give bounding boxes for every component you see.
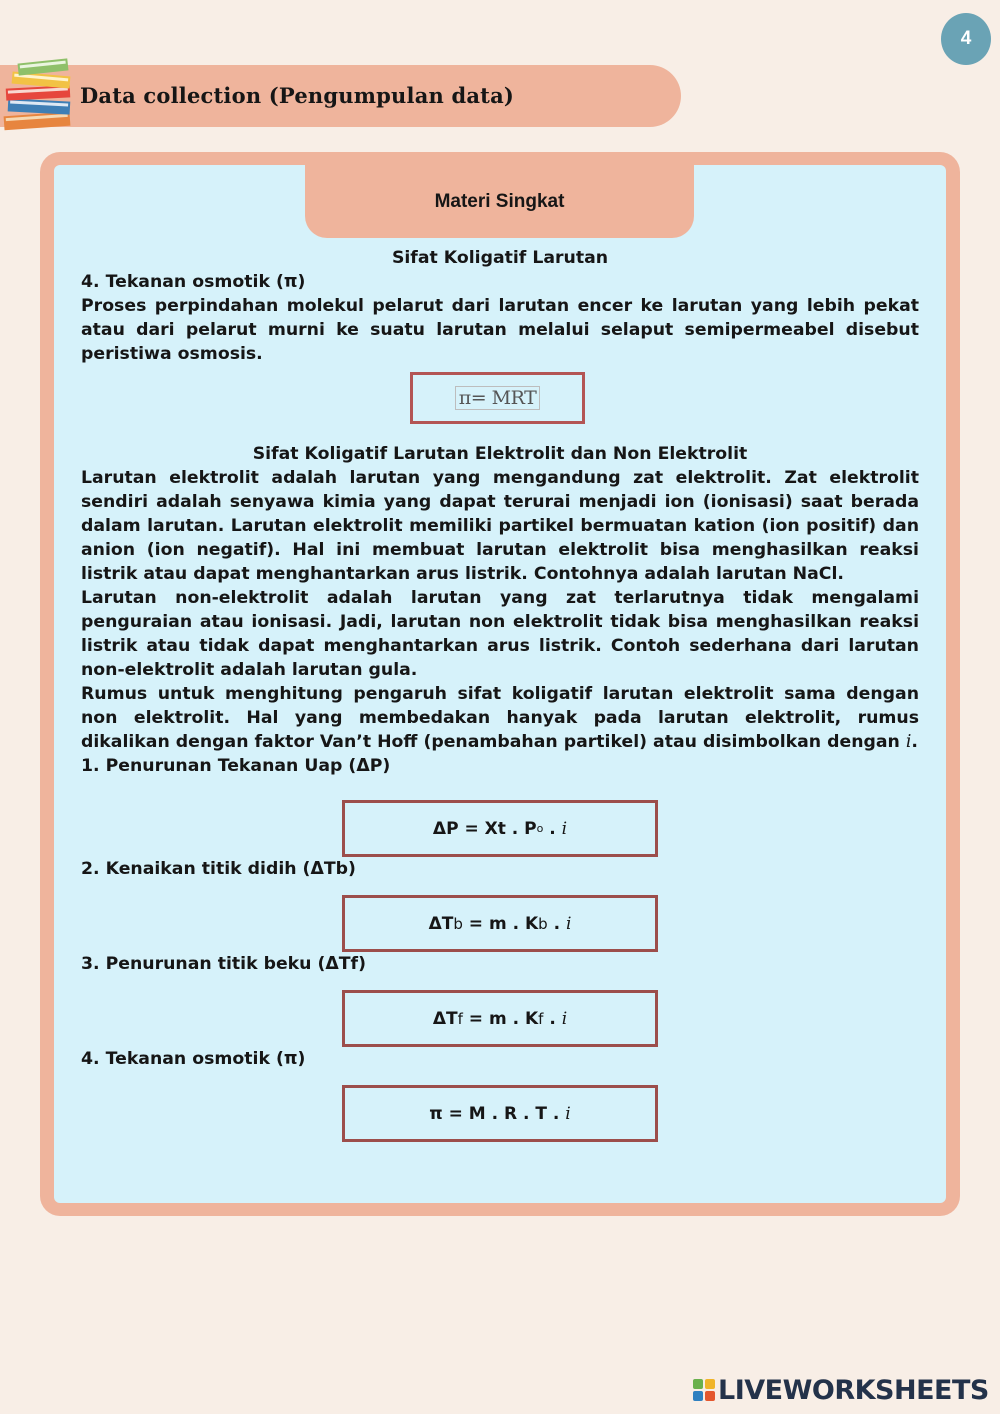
page-number-badge: 4 bbox=[941, 13, 991, 65]
card-tab-label: Materi Singkat bbox=[305, 165, 694, 238]
item-label-vapor-pressure: 1. Penurunan Tekanan Uap (ΔP) bbox=[81, 756, 391, 776]
formula-sup: o bbox=[536, 821, 544, 835]
formula-dot: . bbox=[547, 913, 566, 934]
formula-box-osmotic-pressure bbox=[342, 1085, 658, 1142]
section-title-colligative: Sifat Koligatif Larutan bbox=[391, 248, 609, 268]
formula-i: i bbox=[565, 1103, 571, 1124]
formula-intro-text: Rumus untuk menghitung pengaruh sifat koligatif larutan elektrolit sama dengan non elektrolit. Hal yang membedakan hanyak pada larutan elektrolit, rumus dikalikan dengan faktor Van’t Hoff (penambahan partikel) atau disimbolkan dengan bbox=[81, 684, 919, 752]
formula-sub: b bbox=[538, 914, 548, 933]
osmotic-paragraph: Proses perpindahan molekul pelarut dari larutan encer ke larutan yang lebih pekat atau dari pelarut murni ke suatu larutan melalui selaput semipermeabel disebut peristiwa osmosis. bbox=[81, 296, 919, 364]
formula-box-boiling-point bbox=[342, 895, 658, 952]
osmotic-heading: 4. Tekanan osmotik (π) bbox=[81, 272, 306, 292]
page-title: Data collection (Pengumpulan data) bbox=[80, 83, 515, 108]
formula-box-vapor-pressure bbox=[342, 800, 658, 857]
formula-sub: f bbox=[457, 1009, 463, 1028]
osmotic-formula-text: π= MRT bbox=[455, 386, 541, 410]
watermark-text: LIVEWORKSHEETS bbox=[718, 1374, 989, 1406]
formula-dot: . bbox=[543, 818, 562, 839]
item-label-freezing-point: 3. Penurunan titik beku (ΔTf) bbox=[81, 954, 366, 974]
item-label-boiling-point: 2. Kenaikan titik didih (ΔTb) bbox=[81, 859, 356, 879]
paragraph-electrolyte: Larutan elektrolit adalah larutan yang mengandung zat elektrolit. Zat elektrolit sendiri adalah senyawa kimia yang dapat terurai menjadi ion (ionisasi) saat berada dalam larutan. Larutan elektrolit memiliki partikel bermuatan kation (ion positif) dan anion (ion negatif). Hal ini membuat larutan elektrolit bisa menghasilkan reaksi listrik atau dapat menghantarkan arus listrik. Contohnya adalah larutan NaCl. bbox=[81, 468, 919, 584]
paragraph-formula-intro bbox=[81, 682, 919, 754]
section-title-electrolyte: Sifat Koligatif Larutan Elektrolit dan Non Elektrolit bbox=[252, 444, 748, 464]
formula-sub: f bbox=[538, 1009, 544, 1028]
formula-i: i bbox=[561, 818, 568, 839]
books-icon bbox=[0, 52, 78, 138]
formula-i: i bbox=[565, 913, 572, 934]
vant-hoff-symbol: i bbox=[905, 732, 912, 752]
formula-box-freezing-point bbox=[342, 990, 658, 1047]
formula-intro-end: . bbox=[911, 732, 918, 752]
formula-text: ΔT bbox=[432, 1008, 458, 1029]
item-label-osmotic-pressure: 4. Tekanan osmotik (π) bbox=[81, 1049, 306, 1069]
formula-text: = m . K bbox=[462, 913, 539, 934]
formula-text: = m . K bbox=[462, 1008, 539, 1029]
liveworksheets-logo-icon bbox=[693, 1379, 715, 1401]
formula-i: i bbox=[561, 1008, 568, 1029]
formula-text: ΔP = Xt . P bbox=[432, 818, 537, 839]
liveworksheets-watermark bbox=[693, 1374, 989, 1406]
formula-text: ΔT bbox=[428, 913, 454, 934]
formula-sub: b bbox=[453, 914, 463, 933]
paragraph-nonelectrolyte: Larutan non-elektrolit adalah larutan yang zat terlarutnya tidak mengalami penguraian atau ionisasi. Jadi, larutan non elektrolit tidak bisa menghasilkan reaksi listrik atau tidak dapat menghantarkan arus listrik. Contoh sederhana dari larutan non-elektrolit adalah larutan gula. bbox=[81, 588, 919, 680]
card-content bbox=[81, 246, 919, 1142]
osmotic-formula-image bbox=[410, 372, 585, 424]
formula-text: π = M . R . T . bbox=[429, 1103, 566, 1124]
formula-dot: . bbox=[543, 1008, 562, 1029]
